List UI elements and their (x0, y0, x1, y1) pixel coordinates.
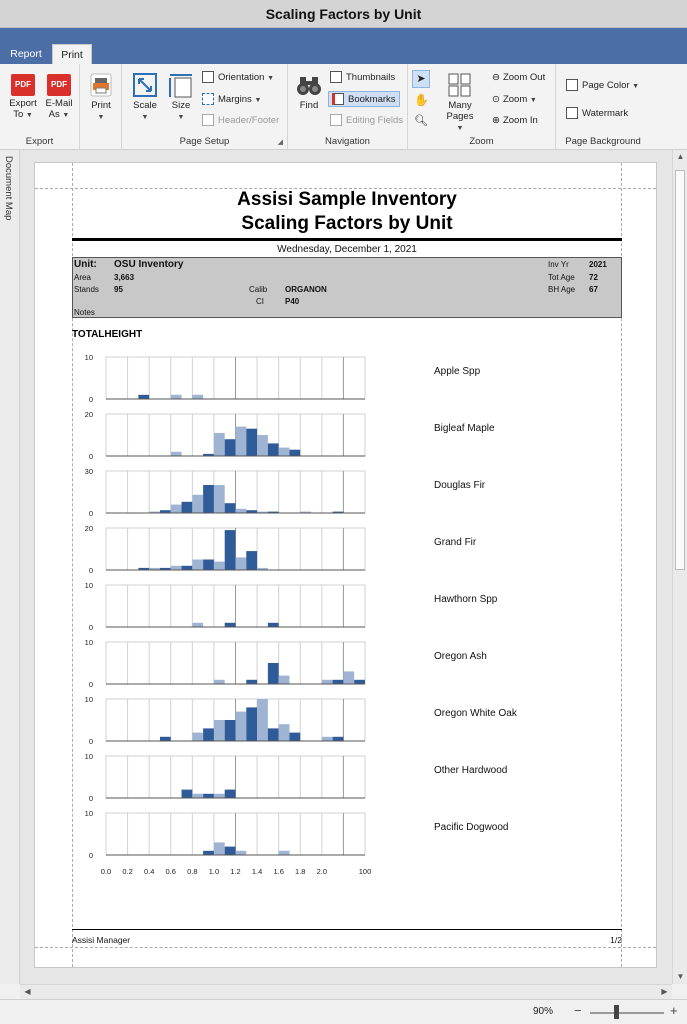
email-as-button[interactable] (42, 72, 76, 121)
unit-summary-box (72, 257, 622, 318)
scale-label: Scale (133, 100, 157, 111)
histogram-bar (203, 728, 214, 741)
zoom-minus-icon[interactable]: − (574, 1003, 582, 1018)
histogram-bar (214, 433, 225, 456)
x-tick-label: 0.2 (122, 867, 133, 876)
chevron-down-icon: ▼ (456, 125, 464, 132)
export-group (0, 64, 80, 150)
histogram-bar (214, 680, 225, 684)
histogram-bar (246, 680, 257, 684)
histogram-bar (171, 505, 182, 513)
scroll-right-icon[interactable]: ▶ (661, 987, 668, 996)
hand-tool-button[interactable] (414, 92, 429, 108)
bookmarks-button[interactable] (328, 91, 400, 107)
margin-guide-bottom (35, 947, 656, 948)
species-label: Pacific Dogwood (434, 822, 509, 833)
x-tick-label: 100 (358, 867, 372, 876)
histogram-bar (236, 427, 247, 456)
tab-report[interactable]: Report (10, 48, 42, 60)
species-label: Oregon White Oak (434, 708, 517, 719)
x-tick-label: 1.0 (208, 867, 220, 876)
x-tick-label: 0.0 (100, 867, 112, 876)
ci-label: CI (256, 297, 264, 306)
histogram-bar (225, 623, 236, 627)
find-label: Find (299, 100, 319, 111)
unit-label: Unit: (74, 259, 97, 270)
page-setup-group (122, 64, 288, 150)
histogram-bar (246, 429, 257, 456)
bookmarks-label: Bookmarks (348, 94, 396, 105)
histogram-bar (192, 794, 203, 798)
bookmarks-icon (332, 93, 344, 105)
scroll-left-icon[interactable]: ◀ (24, 987, 31, 996)
zoom-label: Zoom (502, 94, 528, 105)
zoom-icon: ⊙ (492, 94, 500, 105)
species-label: Hawthorn Spp (434, 594, 498, 605)
many-pages-icon (447, 72, 473, 98)
histogram-bar (203, 485, 214, 513)
histogram-bar (203, 560, 214, 571)
report-page (34, 162, 657, 968)
chevron-down-icon: ▼ (97, 114, 105, 121)
zoom-out-button[interactable] (492, 70, 545, 86)
tot-age-value: 72 (589, 273, 598, 282)
print-label: Print (91, 100, 111, 111)
margins-label: Margins (218, 94, 252, 105)
pointer-tool-button[interactable] (412, 70, 430, 88)
histogram-bar (354, 680, 365, 684)
hand-icon: ✋ (414, 93, 429, 107)
preview-area[interactable] (20, 150, 672, 984)
histogram-bar (343, 671, 354, 684)
zoom-slider-track[interactable] (590, 1012, 664, 1014)
binoculars-icon (296, 72, 322, 98)
report-title: Assisi Sample Inventory (237, 189, 457, 210)
export-group-label: Export (25, 136, 54, 147)
inv-yr-value: 2021 (589, 260, 607, 269)
vertical-scrollbar[interactable] (672, 150, 687, 984)
page-color-button[interactable] (566, 78, 639, 94)
page-size-icon (168, 72, 194, 98)
size-label: Size (171, 100, 191, 111)
y-tick-label: 10 (84, 638, 93, 647)
horizontal-scrollbar[interactable] (20, 984, 672, 999)
calib-label: Calib (249, 285, 268, 294)
histogram-bar (171, 566, 182, 570)
bh-age-value: 67 (589, 285, 598, 294)
histogram-bar (268, 663, 279, 684)
zoom-dropdown-button[interactable] (492, 92, 537, 108)
histogram-bar (203, 794, 214, 798)
x-tick-label: 1.2 (230, 867, 241, 876)
chevron-down-icon: ▼ (177, 114, 185, 121)
find-button[interactable] (293, 72, 325, 111)
y-tick-label: 0 (88, 794, 93, 803)
histogram-bar (225, 790, 236, 798)
histogram-bar (268, 623, 279, 627)
species-label: Other Hardwood (434, 765, 508, 776)
histogram-bar (138, 395, 149, 399)
y-tick-label: 0 (88, 623, 93, 632)
species-label: Apple Spp (434, 366, 481, 377)
footer-divider (72, 929, 622, 930)
footer-app-name: Assisi Manager (72, 935, 131, 945)
histogram-bar (192, 395, 203, 399)
y-tick-label: 0 (88, 737, 93, 746)
y-tick-label: 10 (84, 581, 93, 590)
histogram-bar (246, 707, 257, 741)
histogram-bar (192, 560, 203, 571)
histogram-bar (192, 623, 203, 627)
zoom-out-icon: ⊖ (492, 72, 500, 83)
zoom-in-icon: ⊕ (492, 115, 500, 126)
species-label: Douglas Fir (434, 480, 486, 491)
histogram-bar (225, 503, 236, 513)
editing-fields-icon (330, 114, 342, 126)
thumbnails-icon (330, 71, 342, 83)
page-color-icon (566, 79, 578, 91)
chevron-down-icon: ▼ (141, 114, 149, 121)
chevron-down-icon: ▼ (62, 112, 70, 119)
scale-button[interactable] (128, 72, 162, 123)
window-title: Scaling Factors by Unit (0, 0, 687, 28)
species-label: Grand Fir (434, 537, 477, 548)
scale-icon (132, 72, 158, 98)
email-as-label-line1: E-Mail (45, 98, 73, 109)
export-to-label-line1: Export (9, 98, 37, 109)
page-background-group-label: Page Background (565, 136, 641, 147)
thumbnails-button[interactable] (330, 70, 395, 86)
histogram-bar (214, 794, 225, 798)
y-tick-label: 0 (88, 851, 93, 860)
area-value: 3,663 (114, 273, 135, 282)
zoom-percent: 90% (533, 1006, 554, 1017)
zoom-out-label: Zoom Out (502, 72, 546, 83)
species-label: Oregon Ash (434, 651, 487, 662)
histogram-panels (65, 349, 625, 889)
calib-value: ORGANON (285, 285, 327, 294)
y-tick-label: 0 (88, 680, 93, 689)
y-tick-label: 10 (84, 752, 93, 761)
zoom-group-label: Zoom (469, 136, 494, 147)
histogram-bar (214, 562, 225, 570)
histogram-bar (236, 851, 247, 855)
report-date: Wednesday, December 1, 2021 (277, 244, 417, 255)
histogram-bar (214, 720, 225, 741)
y-tick-label: 0 (88, 395, 93, 404)
size-button[interactable] (164, 72, 198, 123)
pointer-icon: ➤ (416, 73, 426, 85)
footer-page-number: 1/2 (610, 935, 622, 945)
y-tick-label: 20 (84, 410, 93, 419)
bh-age-label: BH Age (548, 285, 576, 294)
y-tick-label: 0 (88, 509, 93, 518)
x-tick-label: 2.0 (316, 867, 328, 876)
y-tick-label: 10 (84, 695, 93, 704)
histogram-bar (214, 842, 225, 855)
histogram-bar (203, 851, 214, 855)
histogram-bar (268, 443, 279, 456)
title-divider (72, 238, 622, 241)
status-bar (0, 999, 687, 1024)
report-subtitle: Scaling Factors by Unit (241, 213, 453, 234)
notes-label: Notes (74, 308, 95, 317)
magnifier-icon: 🔍︎ (414, 115, 428, 127)
section-title: TOTALHEIGHT (72, 329, 143, 340)
export-to-label-line2: To (13, 109, 24, 120)
x-tick-label: 1.8 (295, 867, 306, 876)
histogram-bar (225, 847, 236, 855)
magnifier-tool-button[interactable] (414, 113, 428, 129)
navigation-group-label: Navigation (325, 136, 370, 147)
histogram-bar (279, 448, 290, 456)
watermark-button[interactable] (566, 106, 628, 122)
histogram-bar (182, 502, 193, 513)
pdf-export-icon: PDF (11, 74, 35, 96)
dialog-launcher-icon[interactable]: ◢ (277, 139, 283, 146)
x-tick-label: 0.4 (143, 867, 155, 876)
many-pages-label: Many Pages (446, 100, 474, 122)
histogram-bar (214, 485, 225, 513)
y-tick-label: 0 (88, 452, 93, 461)
watermark-icon (566, 107, 578, 119)
margins-icon (202, 93, 214, 105)
histogram-bar (182, 566, 193, 570)
y-tick-label: 0 (88, 566, 93, 575)
histogram-bar (333, 680, 344, 684)
histogram-bar (333, 737, 344, 741)
zoom-in-label: Zoom In (502, 115, 538, 126)
histogram-bar (279, 851, 290, 855)
document-map-label: Document Map (3, 156, 14, 221)
histogram-bar (171, 395, 182, 399)
chevron-down-icon: ▼ (267, 75, 275, 82)
vertical-scroll-thumb[interactable] (675, 170, 685, 570)
x-tick-label: 0.6 (165, 867, 176, 876)
histogram-bar (279, 676, 290, 684)
unit-value: OSU Inventory (114, 259, 184, 270)
histogram-bar (236, 712, 247, 741)
y-tick-label: 10 (84, 353, 93, 362)
histogram-bar (246, 551, 257, 570)
x-tick-label: 1.6 (273, 867, 284, 876)
print-group (80, 64, 122, 150)
zoom-plus-icon[interactable]: + (670, 1003, 678, 1018)
ci-value: P40 (285, 297, 300, 306)
scroll-down-icon[interactable]: ▼ (676, 972, 685, 981)
histogram-bar (289, 450, 300, 456)
histogram-bar (257, 435, 268, 456)
histogram-bar (182, 790, 193, 798)
species-label: Bigleaf Maple (434, 423, 495, 434)
chevron-down-icon: ▼ (632, 83, 640, 90)
chevron-down-icon: ▼ (529, 97, 537, 104)
watermark-label: Watermark (582, 108, 629, 119)
many-pages-button[interactable] (434, 72, 486, 134)
histogram-bar (279, 724, 290, 741)
histogram-bar (225, 439, 236, 456)
page-background-group (556, 64, 650, 150)
header-footer-label: Header/Footer (218, 115, 280, 126)
y-tick-label: 20 (84, 524, 93, 533)
stands-value: 95 (114, 285, 123, 294)
editing-fields-label: Editing Fields (346, 115, 404, 126)
x-tick-label: 1.4 (251, 867, 263, 876)
stands-label: Stands (74, 285, 99, 294)
page-setup-group-label: Page Setup (179, 136, 230, 147)
histogram-bar (257, 699, 268, 741)
chevron-down-icon: ▼ (254, 97, 262, 104)
orientation-label: Orientation (218, 72, 265, 83)
thumbnails-label: Thumbnails (346, 72, 396, 83)
tot-age-label: Tot Age (548, 273, 575, 282)
email-as-label-line2: As (48, 109, 60, 120)
histogram-bar (236, 509, 247, 513)
histogram-bar (225, 720, 236, 741)
print-button[interactable] (84, 72, 118, 123)
ribbon-tab-bar (0, 28, 687, 64)
area-label: Area (74, 273, 91, 282)
tab-print[interactable]: Print (52, 44, 92, 64)
header-footer-button[interactable] (202, 113, 279, 129)
histogram-bar (192, 495, 203, 513)
histogram-chart (65, 349, 625, 889)
margins-button[interactable] (202, 92, 261, 108)
zoom-in-button[interactable] (492, 113, 538, 129)
histogram-bar (171, 452, 182, 456)
y-tick-label: 30 (84, 467, 93, 476)
zoom-group (408, 64, 556, 150)
x-tick-label: 0.8 (187, 867, 198, 876)
histogram-bar (160, 737, 171, 741)
inv-yr-label: Inv Yr (548, 260, 569, 269)
histogram-bar (289, 733, 300, 741)
histogram-bar (192, 733, 203, 741)
editing-fields-button[interactable] (330, 113, 403, 129)
page-color-label: Page Color (582, 80, 630, 91)
chevron-down-icon: ▼ (25, 112, 33, 119)
histogram-bar (322, 737, 333, 741)
orientation-button[interactable] (202, 70, 274, 86)
histogram-bar (225, 530, 236, 570)
navigation-group (288, 64, 408, 150)
scroll-up-icon[interactable]: ▲ (676, 152, 685, 161)
printer-icon (88, 72, 114, 98)
zoom-slider-thumb[interactable] (614, 1005, 619, 1019)
export-to-button[interactable] (6, 72, 40, 121)
header-footer-icon (202, 114, 214, 126)
ribbon (0, 64, 687, 150)
orientation-icon (202, 71, 214, 83)
document-map-panel[interactable] (0, 150, 20, 984)
histogram-bar (236, 557, 247, 570)
pdf-email-icon: PDF (47, 74, 71, 96)
histogram-bar (268, 728, 279, 741)
histogram-bar (322, 680, 333, 684)
y-tick-label: 10 (84, 809, 93, 818)
